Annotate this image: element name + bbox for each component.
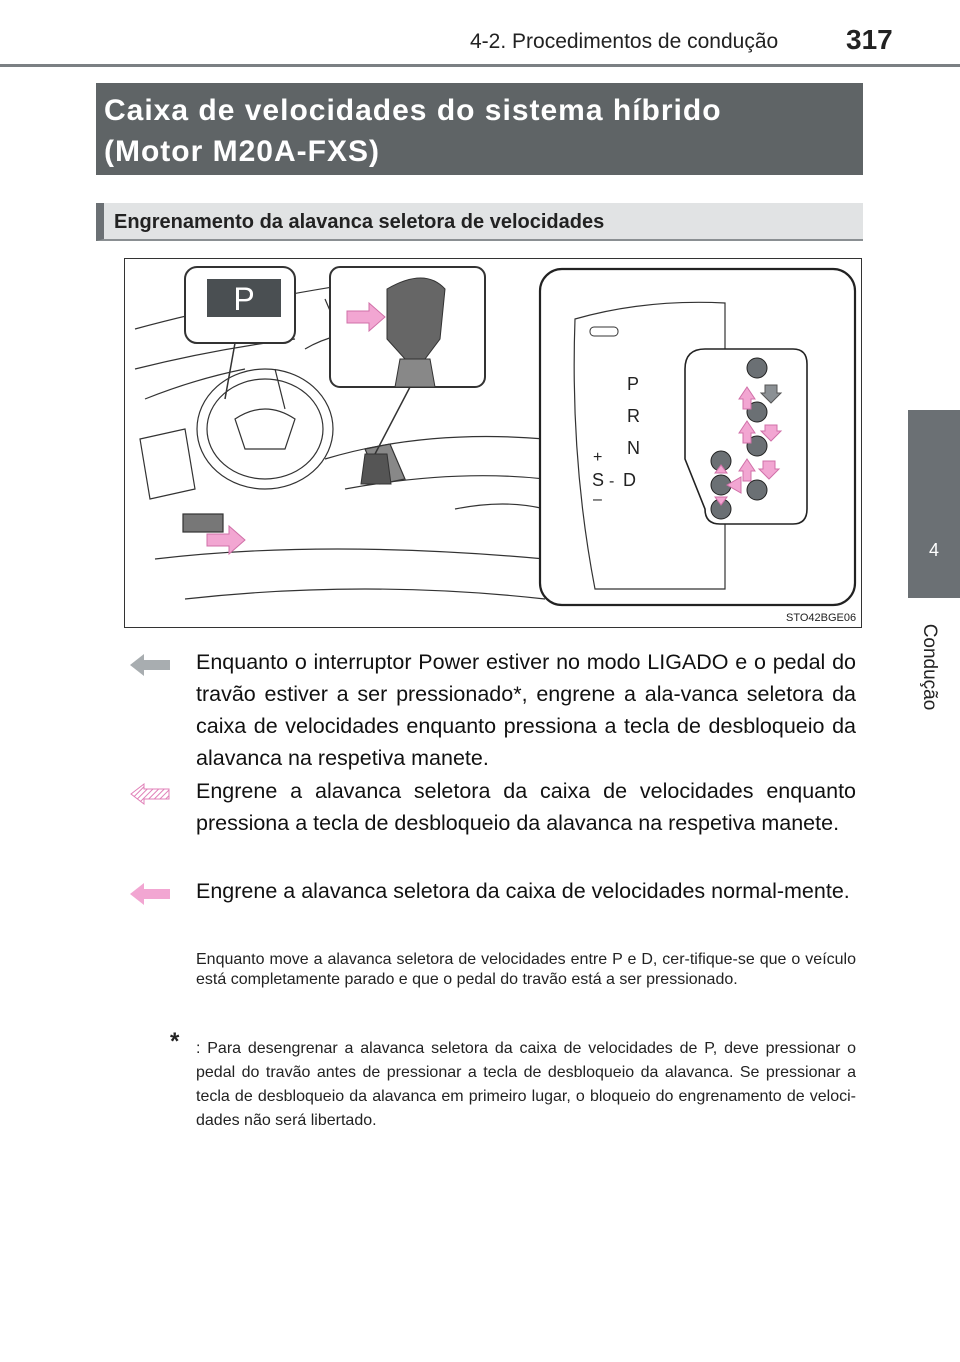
note-text: Enquanto move a alavanca seletora de velocidades entre P e D, cer-tifique-se que o veículo está completamente parado e que o pedal do travão está a ser pressionado. — [196, 951, 856, 988]
instruction-item-1: Enquanto o interruptor Power estiver no modo LIGADO e o pedal do travão estiver a ser pressionado*, engrene a ala-vanca seletora da caixa de velocidades enquanto pressiona a tecla de desbloqueio da alavanca na respetiva manete. — [196, 650, 856, 770]
gray-arrow-icon — [130, 654, 170, 676]
gate-label-plus: + — [593, 449, 603, 466]
gate-label-r: R — [627, 406, 640, 426]
footnote-marker: * — [170, 1028, 180, 1055]
p-display-letter: P — [233, 281, 255, 317]
instruction-item-2: Engrene a alavanca seletora da caixa de velocidades enquanto pressiona a tecla de desbloqueio da alavanca na respetiva manete. — [196, 779, 856, 835]
gate-label-p: P — [627, 374, 640, 394]
illustration-svg — [125, 259, 860, 626]
chapter-label — [898, 612, 960, 722]
section-heading: 4-2. Procedimentos de condução — [470, 30, 779, 53]
header-rule — [0, 64, 960, 67]
title-line-1: Caixa de velocidades do sistema híbrido — [104, 94, 722, 127]
chapter-label-text: Condução — [919, 623, 940, 711]
chapter-tab — [908, 410, 960, 598]
shift-lever-small-icon — [361, 454, 391, 484]
pink-arrow-icon — [130, 883, 170, 905]
footnote-text: : Para desengrenar a alavanca seletora da caixa de velocidades de P, deve pressionar o pedal do travão antes de pressionar a tecla de desbloqueio da alavanca. Se pressionar a tecla de desbloqueio da alavanca em primeiro lugar, o bloqueio do engrenamento de veloci-dades não será libertado. — [196, 1040, 856, 1129]
instruction-item-3: Engrene a alavanca seletora da caixa de velocidades normal-mente. — [196, 879, 850, 903]
figure-code: STO42BGE06 — [786, 612, 857, 624]
subtitle: Engrenamento da alavanca seletora de velocidades — [114, 211, 605, 233]
page-number: 317 — [846, 24, 893, 55]
gate-label-n: N — [627, 438, 640, 458]
page-title — [104, 90, 854, 172]
hatched-pink-arrow-icon — [130, 783, 170, 805]
title-line-2: (Motor M20A-FXS) — [104, 135, 380, 168]
gate-label-minus: – — [593, 491, 602, 508]
gate-label-s: S — [592, 470, 605, 490]
gate-label-d: D — [623, 470, 636, 490]
chapter-number: 4 — [928, 540, 939, 560]
gear-shift-illustration — [124, 258, 862, 628]
gate-label-dash: - — [609, 473, 615, 490]
